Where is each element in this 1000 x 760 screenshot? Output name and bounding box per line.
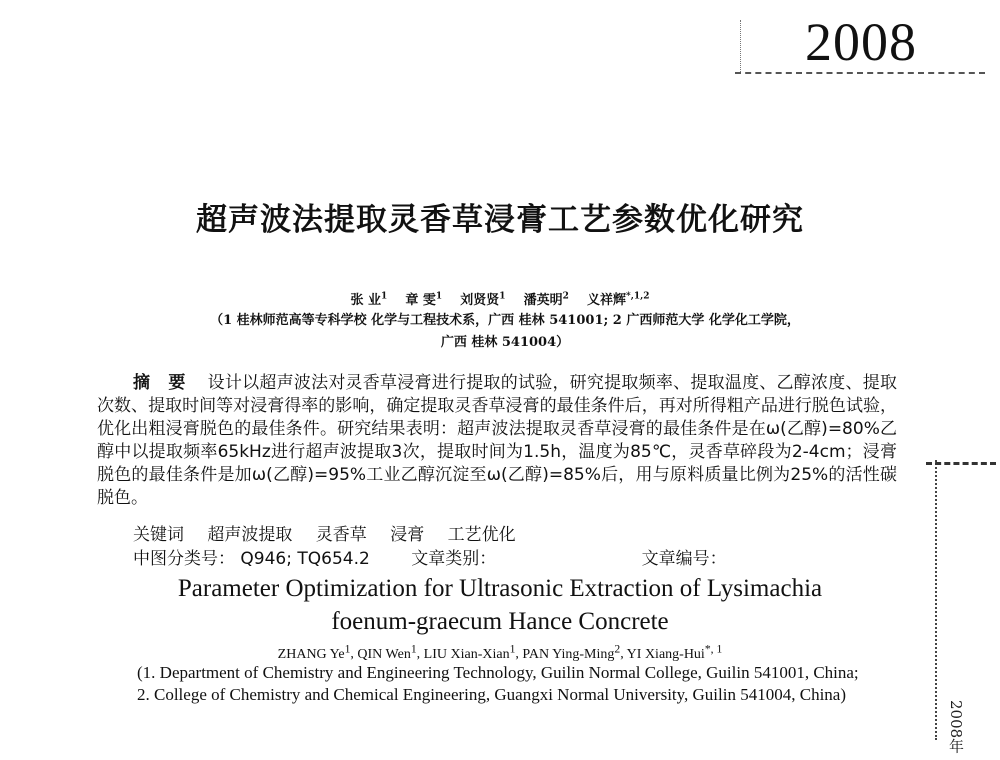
class-value: Q946; TQ654.2: [240, 549, 370, 569]
paper-title-en-line-2: foenum-graecum Hance Concrete: [331, 608, 669, 635]
affiliation-en: [97, 662, 889, 706]
doc-id-label: 文章编号：: [641, 549, 727, 569]
classification-line: [133, 548, 893, 570]
abstract-label: 摘 要: [133, 373, 192, 393]
author-cn: 张 业$^1$: [350, 292, 388, 309]
author-cn: 刘贤贤$^1$: [460, 292, 506, 309]
affiliation-cn-line-1: （1 桂林师范高等专科学校 化学与工程技术系，广西 桂林 541001; 2 广西师范大学 化学化工学院，: [210, 313, 800, 328]
author-list-cn: [0, 288, 1000, 310]
affiliation-en-2: 2. College of Chemistry and Chemical Engineering, Guangxi Normal University, Guilin 541004, China): [137, 685, 846, 704]
paper-title-en: [0, 572, 1000, 638]
author-en: PAN Ying-Ming$^2$: [522, 642, 621, 662]
affiliation-en-1: (1. Department of Chemistry and Engineering Technology, Guilin Normal College, Guilin 541001, China;: [137, 663, 859, 682]
scan-margin-mark: [926, 462, 996, 465]
keywords-label: 关键词: [133, 525, 184, 545]
keywords-line: [133, 524, 893, 546]
scan-artifact-line: [735, 72, 985, 74]
header-year: 2008: [805, 12, 917, 72]
author-list-en: ZHANG Ye$^1$, QIN Wen$^1$, LIU Xian-Xian$^1$, PAN Ying-Ming$^2$, YI Xiang-Hui$^{*, 1}$: [277, 642, 723, 662]
abstract-cn: [97, 372, 897, 510]
paper-title-en-line-1: Parameter Optimization for Ultrasonic Extraction of Lysimachia: [177, 575, 823, 602]
author-cn: 章 雯$^1$: [405, 292, 443, 309]
keyword: 浸膏: [390, 525, 425, 545]
author-cn: 潘英明$^2$: [523, 292, 569, 309]
affiliation-cn: [95, 310, 915, 354]
author-en: QIN Wen$^1$: [357, 642, 417, 662]
side-year-stamp: 2008年: [947, 700, 965, 754]
scan-artifact-vertical: [740, 20, 741, 74]
class-label: 中图分类号：: [133, 549, 235, 569]
paper-title-cn: 超声波法提取灵香草浸膏工艺参数优化研究: [196, 202, 804, 238]
scan-margin-artifact: [935, 460, 967, 740]
abstract-text: 设计以超声波法对灵香草浸膏进行提取的试验，研究提取频率、提取温度、乙醇浓度、提取次数、提取时间等对浸膏得率的影响，确定提取灵香草浸膏的最佳条件后，再对所得粗产品进行脱色试验，优化出粗浸膏脱色的最佳条件。研究结果表明：超声波法提取灵香草浸膏的最佳条件是在ω(乙醇)=80%乙醇中以提取频率65kHz进行超声波提取3次，提取时间为1.5h，温度为85℃，灵香草碎段为2-4cm；浸膏脱色的最佳条件是加ω(乙醇)=95%工业乙醇沉淀至ω(乙醇)=85%后，用与原料质量比例为25%的活性碳脱色。: [97, 373, 897, 508]
keyword: 超声波提取: [207, 525, 293, 545]
author-cn: 义祥辉$^{*,1,2}$: [587, 292, 650, 309]
author-en: YI Xiang-Hui$^{*, 1}$: [626, 642, 723, 662]
keyword: 工艺优化: [447, 525, 516, 545]
keyword: 灵香草: [315, 525, 367, 545]
doc-type-label: 文章类别：: [411, 549, 497, 569]
author-en: LIU Xian-Xian$^1$: [423, 642, 516, 662]
affiliation-cn-line-2: 广西 桂林 541004）: [440, 335, 570, 350]
author-en: ZHANG Ye$^1$: [277, 642, 351, 662]
